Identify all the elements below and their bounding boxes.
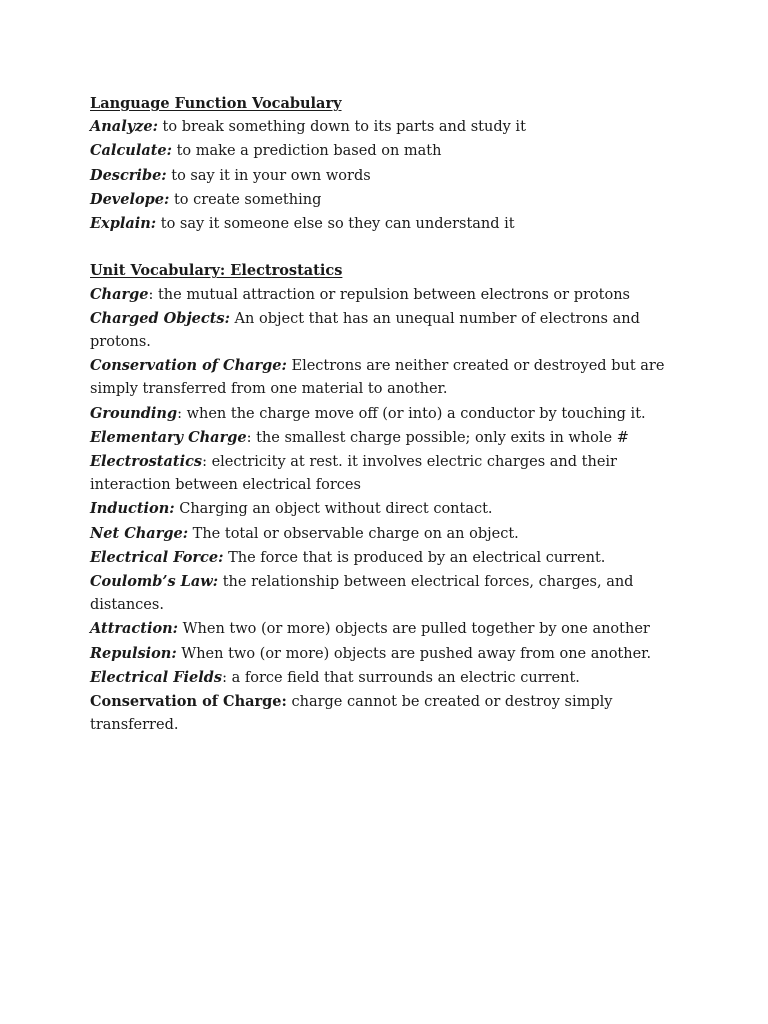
- vocab-definition: to say it in your own words: [166, 167, 371, 184]
- section-heading-unit-vocabulary: Unit Vocabulary: Electrostatics: [90, 262, 343, 280]
- vocab-entry-repulsion: [90, 642, 690, 666]
- vocab-entry-electrostatics: [90, 450, 690, 497]
- vocab-entry-explain: [90, 212, 690, 236]
- vocab-definition: When two (or more) objects are pushed away from one another.: [176, 645, 652, 662]
- vocab-entry-attraction: [90, 617, 690, 641]
- vocab-term: Attraction:: [90, 620, 179, 638]
- vocab-term: Conservation of Charge:: [90, 693, 287, 711]
- vocab-entry-net-charge: [90, 522, 690, 546]
- vocab-term: Describe:: [90, 166, 167, 184]
- vocab-definition: The total or observable charge on an object.: [188, 525, 519, 542]
- vocab-definition: : a force field that surrounds an electric current.: [222, 669, 580, 686]
- vocab-entry-describe: [90, 164, 690, 188]
- vocab-definition: The force that is produced by an electrical current.: [223, 549, 606, 566]
- vocab-entry-charged-objects: [90, 307, 690, 354]
- vocab-definition: to break something down to its parts and study it: [157, 119, 526, 136]
- vocab-term: Electrical Force:: [90, 548, 224, 566]
- vocab-term: Grounding: [90, 404, 178, 422]
- vocab-definition: Electrons are neither created or destroyed but are simply transferred from one material to another.: [90, 358, 665, 398]
- vocab-definition: : the mutual attraction or repulsion between electrons or protons: [148, 286, 630, 303]
- vocab-term: Calculate:: [90, 142, 172, 160]
- vocab-entry-analyze: [90, 115, 690, 139]
- vocab-term: Analyze:: [90, 118, 158, 136]
- vocab-definition: : when the charge move off (or into) a conductor by touching it.: [177, 405, 646, 422]
- vocab-term: Coulomb’s Law:: [90, 573, 219, 591]
- vocab-definition: Charging an object without direct contact.: [174, 501, 493, 518]
- vocab-definition: An object that has an unequal number of electrons and protons.: [90, 310, 640, 351]
- vocab-term: Charged Objects:: [90, 309, 230, 327]
- vocab-definition: : electricity at rest. it involves electric charges and their interaction between electrical forces: [90, 454, 617, 494]
- vocab-definition: to make a prediction based on math: [172, 143, 442, 160]
- vocab-definition: the relationship between electrical forces, charges, and distances.: [90, 574, 634, 614]
- document-page: [90, 92, 690, 737]
- vocab-term: Conservation of Charge:: [90, 357, 287, 375]
- vocab-entry-electrical-force: [90, 546, 690, 570]
- vocab-entry-grounding: [90, 402, 690, 426]
- vocab-term: Electrical Fields: [90, 668, 223, 686]
- vocab-entry-conservation-of-charge-2: [90, 690, 690, 737]
- vocab-definition: to create something: [169, 191, 322, 208]
- vocab-term: Induction:: [90, 500, 175, 518]
- section-spacer: [90, 236, 690, 259]
- section-heading-language-function: Language Function Vocabulary: [90, 95, 342, 112]
- vocab-definition: to say it someone else so they can understand it: [156, 216, 515, 233]
- vocab-entry-develope: [90, 188, 690, 212]
- vocab-term: Elementary Charge: [90, 428, 247, 446]
- vocab-entry-coulombs-law: [90, 570, 690, 617]
- vocab-term: Net Charge:: [90, 524, 189, 542]
- vocab-definition: charge cannot be created or destroy simply transferred.: [90, 694, 613, 734]
- vocab-definition: When two (or more) objects are pulled together by one another: [178, 621, 650, 638]
- vocab-entry-elementary-charge: [90, 426, 690, 450]
- vocab-entry-induction: [90, 497, 690, 521]
- vocab-entry-calculate: [90, 139, 690, 163]
- vocab-term: Charge: [90, 285, 149, 303]
- vocab-entry-electrical-fields: [90, 666, 690, 690]
- vocab-term: Explain:: [90, 215, 157, 233]
- vocab-definition: : the smallest charge possible; only exits in whole #: [246, 429, 629, 446]
- vocab-entry-conservation-of-charge: [90, 354, 690, 401]
- vocab-term: Develope:: [90, 190, 170, 208]
- vocab-term: Electrostatics: [90, 453, 203, 471]
- vocab-entry-charge: [90, 283, 690, 307]
- vocab-term: Repulsion:: [90, 644, 177, 662]
